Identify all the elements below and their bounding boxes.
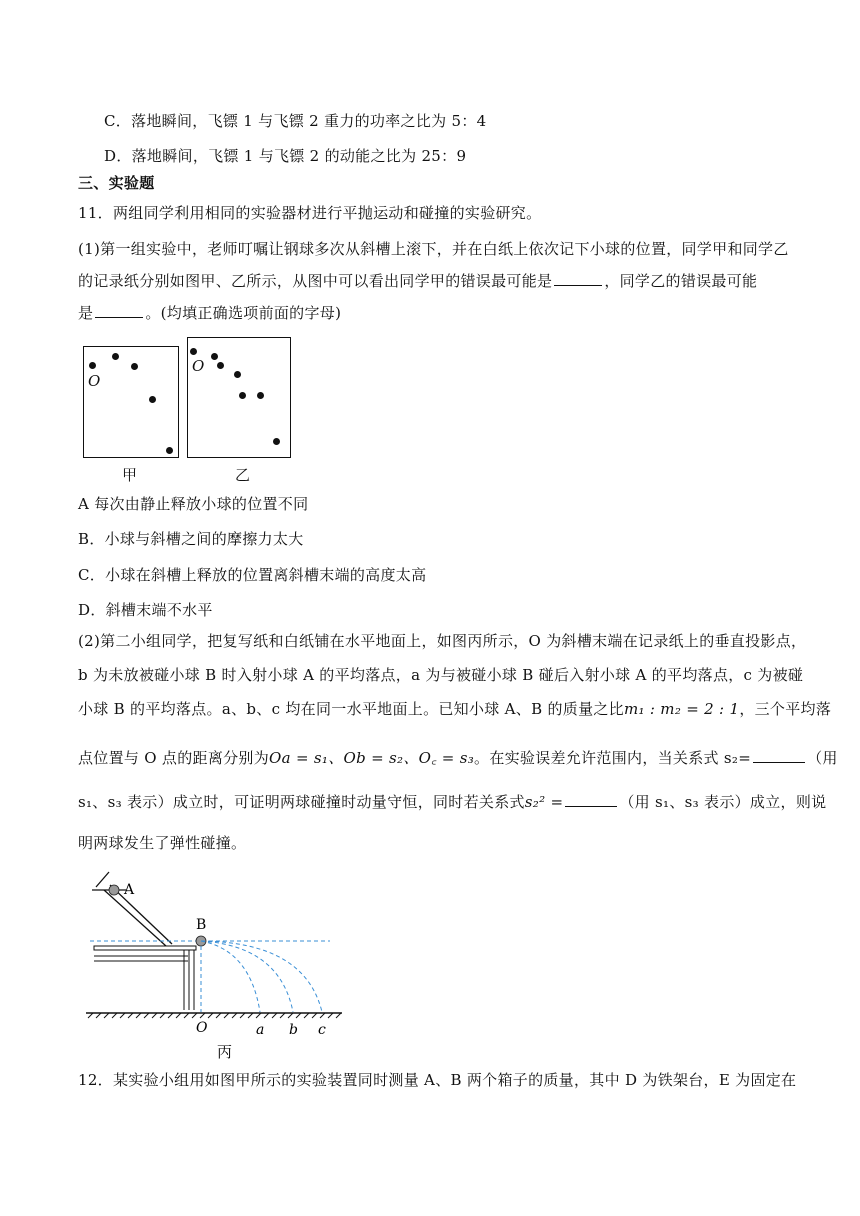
answer-blank-momentum[interactable] (753, 748, 805, 763)
label-point-a: a (256, 1022, 265, 1038)
label-point-b: b (289, 1022, 298, 1038)
ball-mark (239, 392, 246, 399)
option-d-prev: D．落地瞬间，飞镖 1 与飞镖 2 的动能之比为 25：9 (104, 147, 467, 165)
label-ball-b: B (196, 917, 207, 933)
q11-part2-line5-a: s₁、s₃ 表示）成立时，可证明两球碰撞时动量守恒，同时若关系式 (78, 793, 525, 811)
ball-mark (257, 392, 264, 399)
ball-mark (217, 362, 224, 369)
figure-jia (83, 346, 179, 458)
ball-mark (211, 353, 218, 360)
section-title: 三、实验题 (78, 174, 155, 192)
origin-label-jia: O (88, 372, 101, 390)
origin-label-yi: O (192, 357, 205, 375)
mass-ratio-formula: m₁ : m₂ = 2 : 1 (623, 700, 740, 718)
answer-blank-yi[interactable] (95, 303, 143, 318)
q11-part2-line6: 明两球发生了弹性碰撞。 (78, 834, 247, 852)
q11-part2-line5 (78, 792, 826, 812)
answer-blank-elastic[interactable] (565, 792, 617, 807)
figure-jia-caption: 甲 (122, 466, 138, 484)
option-c: C．小球在斜槽上释放的位置离斜槽末端的高度太高 (78, 566, 427, 584)
q11-part1-line2-a: 的记录纸分别如图甲、乙所示，从图中可以看出同学甲的错误最可能是 (78, 272, 553, 290)
q11-part2-line3-c: ，三个平均落 (739, 700, 832, 718)
ball-mark (234, 371, 241, 378)
label-point-o: O (196, 1020, 208, 1036)
q11-part2-line4-c: 。在实验误差允许范围内，当关系式 s₂= (474, 749, 752, 767)
option-a: A 每次由静止释放小球的位置不同 (78, 495, 309, 513)
ball-mark (89, 362, 96, 369)
q11-part2-line1: (2)第二小组同学，把复写纸和白纸铺在水平地面上，如图丙所示，O 为斜槽末端在记录纸上的垂直投影点， (78, 632, 807, 650)
figure-yi-caption: 乙 (235, 466, 251, 484)
q12-stem: 12．某实验小组用如图甲所示的实验装置同时测量 A、B 两个箱子的质量，其中 D 为铁架台，E 为固定在 (78, 1071, 797, 1089)
option-c-prev: C．落地瞬间，飞镖 1 与飞镖 2 重力的功率之比为 5：4 (104, 112, 487, 130)
ball-mark (112, 353, 119, 360)
ball-mark (273, 438, 280, 445)
q11-part1-line3 (78, 303, 341, 323)
ball-mark (166, 447, 173, 454)
q11-part1-line3-a: 是 (78, 304, 94, 322)
distance-formula: Oa = s₁、Ob = s₂、O꜀ = s₃ (269, 749, 475, 767)
figure-bing (80, 870, 360, 1065)
elastic-formula: s₂² = (524, 793, 564, 811)
collision-apparatus-diagram (80, 870, 360, 1065)
q11-part2-line4 (78, 748, 838, 768)
ball-mark (149, 396, 156, 403)
record-paper-jia (83, 346, 179, 458)
q11-part2-line4-d: （用 (807, 749, 838, 767)
q11-stem: 11．两组同学利用相同的实验器材进行平抛运动和碰撞的实验研究。 (78, 204, 542, 222)
label-ball-a: A (124, 882, 135, 898)
ball-mark (190, 348, 197, 355)
label-point-c: c (318, 1022, 326, 1038)
q11-part1-line2 (78, 271, 757, 291)
q11-part2-line4-a: 点位置与 O 点的距离分别为 (78, 749, 270, 767)
ball-mark (131, 363, 138, 370)
q11-part2-line3 (78, 699, 831, 719)
figure-bing-caption: 丙 (217, 1043, 233, 1061)
answer-blank-jia[interactable] (554, 271, 602, 286)
q11-part2-line5-c: （用 s₁、s₃ 表示）成立，则说 (619, 793, 827, 811)
option-b: B．小球与斜槽之间的摩擦力太大 (78, 530, 304, 548)
q11-part1-line2-b: ，同学乙的错误最可能 (604, 272, 758, 290)
option-d: D．斜槽末端不水平 (78, 601, 213, 619)
q11-part2-line2: b 为未放被碰小球 B 时入射小球 A 的平均落点，a 为与被碰小球 B 碰后入射小球 A 的平均落点，c 为被碰 (78, 666, 804, 684)
q11-part2-line3-a: 小球 B 的平均落点。a、b、c 均在同一水平地面上。已知小球 A、B 的质量之比 (78, 700, 624, 718)
figure-yi (187, 337, 291, 459)
q11-part1-line1: (1)第一组实验中，老师叮嘱让钢球多次从斜槽上滚下，并在白纸上依次记下小球的位置，同学甲和同学乙 (78, 240, 789, 258)
q11-part1-line3-b: 。(均填正确选项前面的字母) (145, 304, 342, 322)
